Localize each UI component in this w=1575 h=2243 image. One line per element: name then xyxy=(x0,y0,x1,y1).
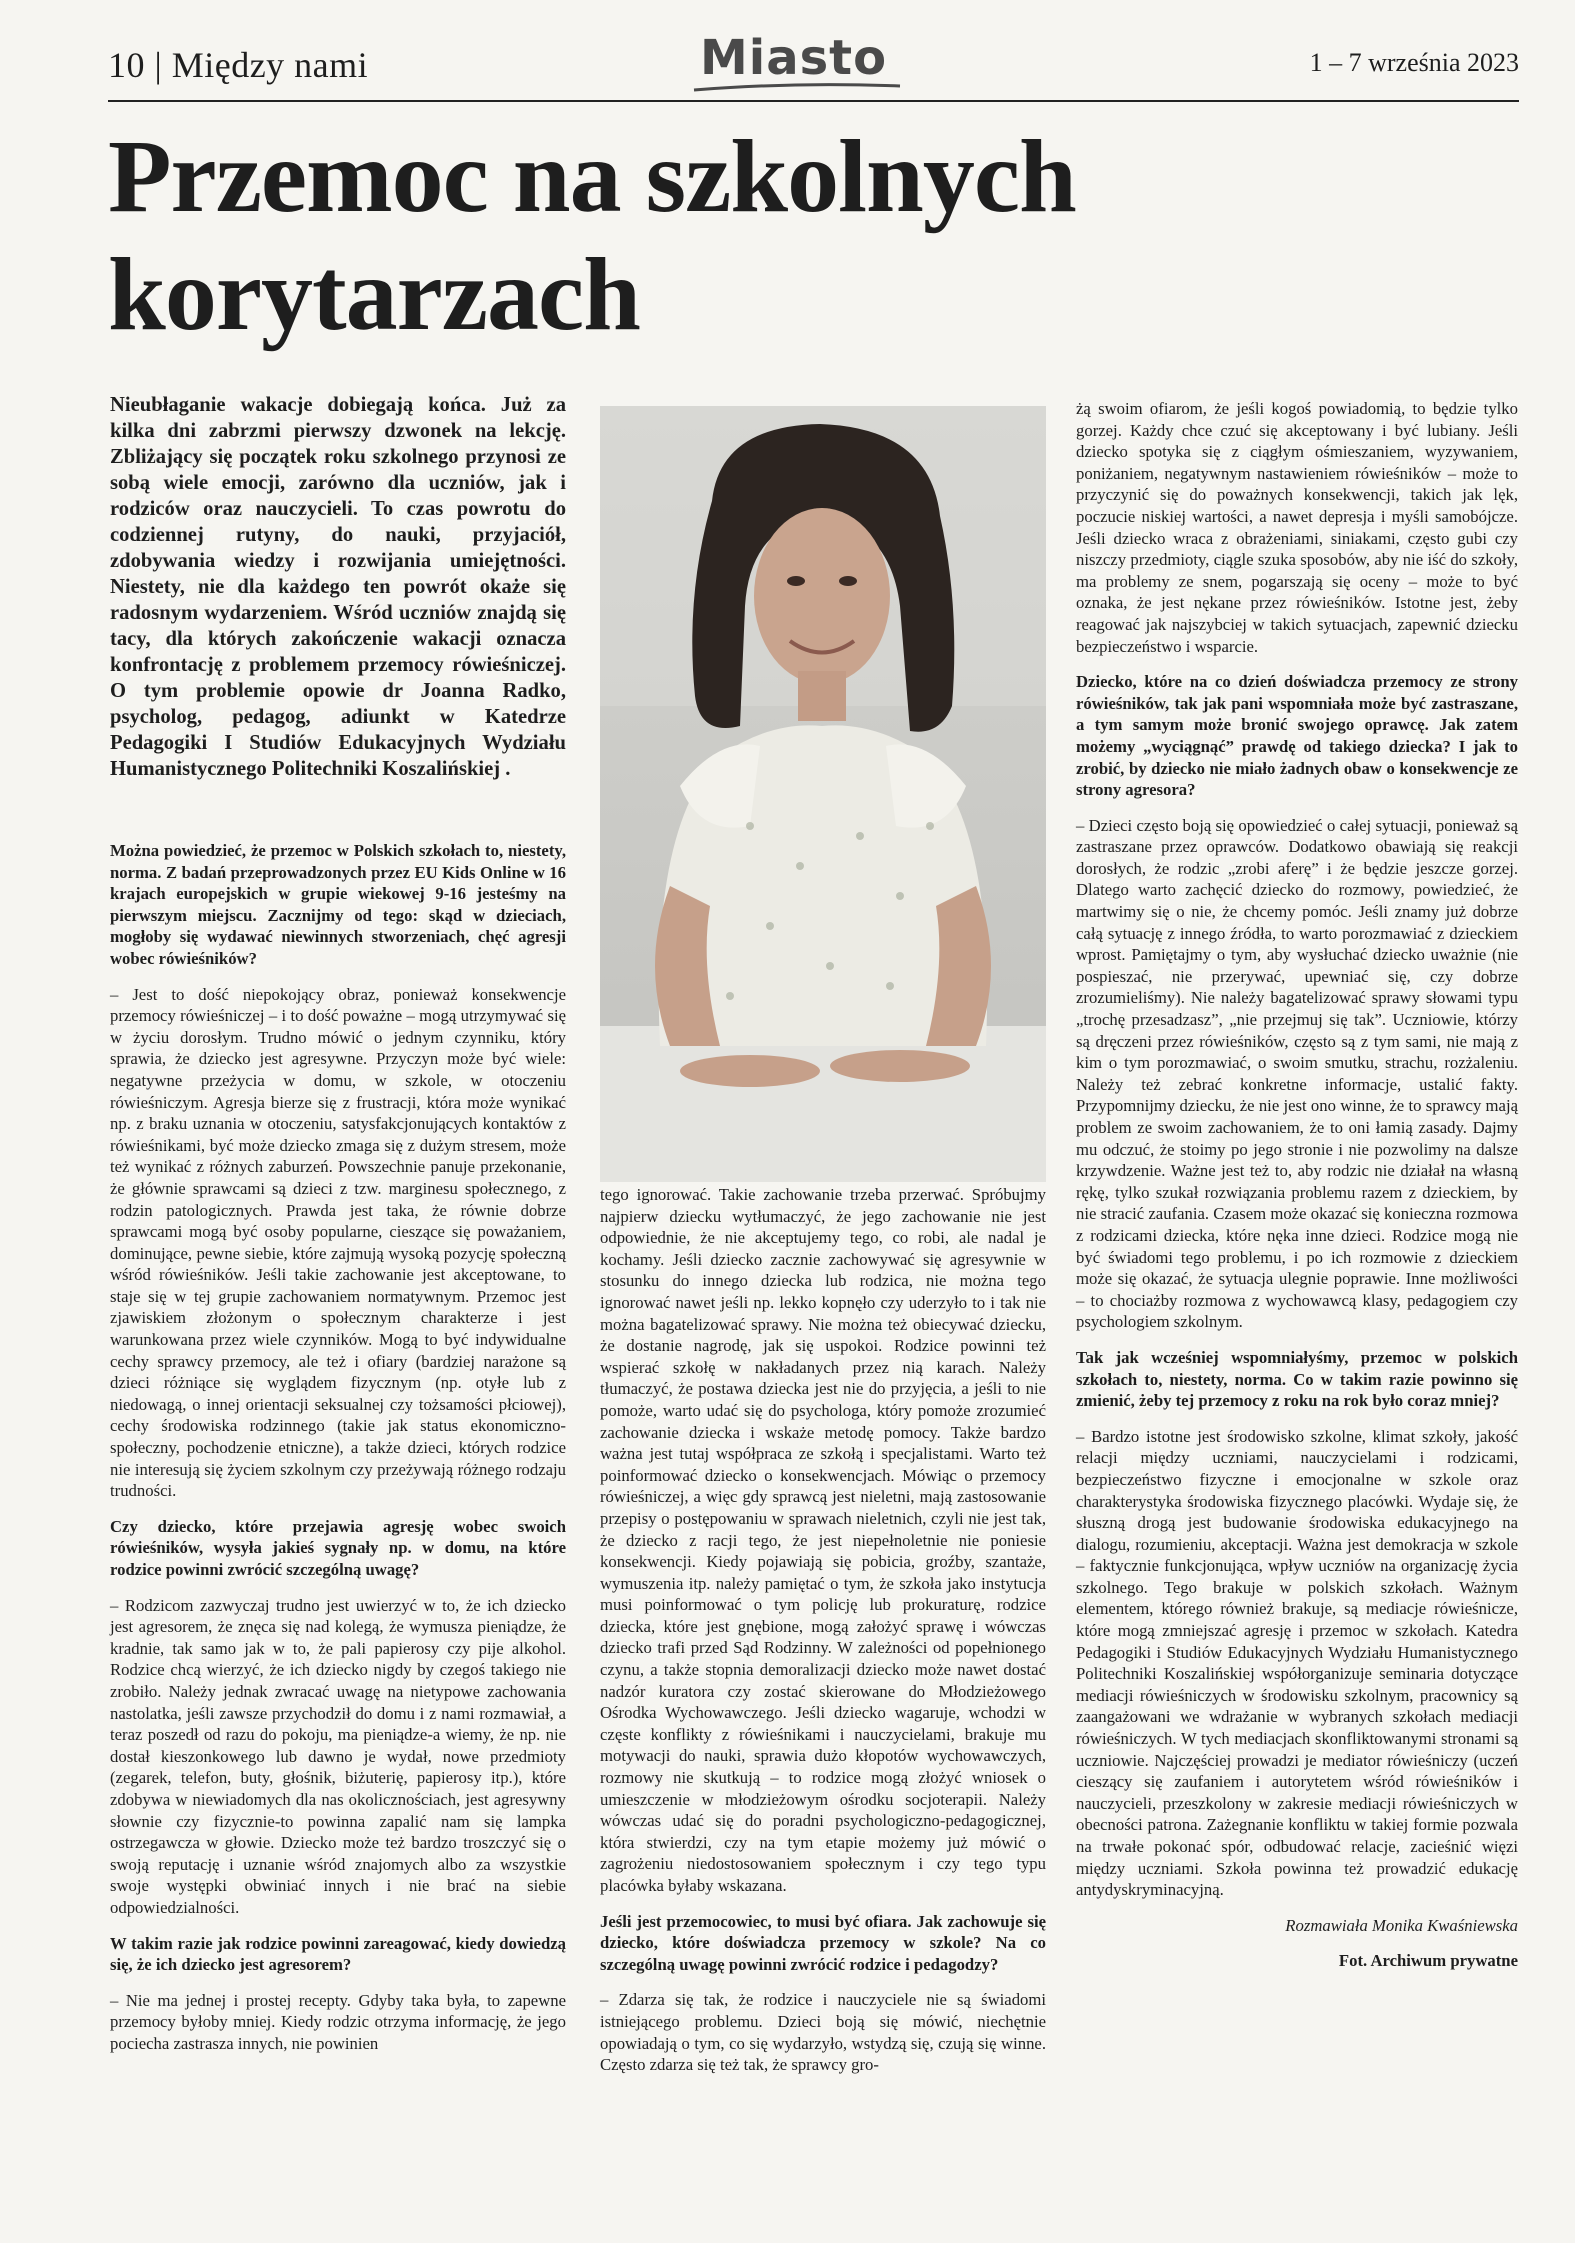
portrait-illustration xyxy=(600,406,1046,1182)
question-3: W takim razie jak rodzice powinni zareagować, kiedy dowiedzą się, że ich dziecko jest agresorem? xyxy=(110,1933,566,1975)
question-4: Jeśli jest przemocowiec, to musi być ofiara. Jak zachowuje się dziecko, które doświadcza przemocy w szkole? Na co szczególną uwagę powinni zwrócić rodzice i pedagodzy? xyxy=(600,1911,1046,1974)
issue-date: 1 – 7 września 2023 xyxy=(1309,48,1519,77)
page-section: 10 | Między nami xyxy=(108,45,369,85)
photo-credit: Fot. Archiwum prywatne xyxy=(1338,1951,1518,1971)
article-title: Przemoc na szkolnych korytarzach xyxy=(108,119,1076,352)
answer-2: – Rodzicom zazwyczaj trudno jest uwierzyć w to, że ich dziecko jest agresorem, że znęca się nad kolegą, że wymusza pieniądze, że kradnie, tak samo jak w to, że pali papierosy czy pije alkohol. Rodzice chcą wierzyć, że ich dziecko nigdy by czegoś takiego nie zrobiło. Należy jednak zwracać uwagę na nietypowe zachowania nastolatka, jeśli zawsze przychodził do domu i z nami rozmawiał, a teraz poszedł od razu do pokoju, ma pieniądze-a wiemy, że np. nie dostał kieszonkowego lub dawno je wydał, nowe przedmioty (zegarek, telefon, buty, głośnik, biżuterię, papierosy itp.), które zdobywa w niewiadomych dla nas okolicznościach, jest agresywny słownie czy fizycznie-to powinna zapalić nam się lampka ostrzegawcza w głowie. Dziecko może też bardzo troszczyć się o swoją reputację i uznanie wśród znajomych albo za wszystkie swoje występki obwiniać innych i nie brać na siebie odpowiedzialności. xyxy=(110,1595,566,1917)
article-column-3 xyxy=(1076,398,1518,1986)
question-1: Można powiedzieć, że przemoc w Polskich szkołach to, niestety, norma. Z badań przeprowadzonych przez EU Kids Online w 16 krajach europejskich w grupie wiekowej 9-16 jesteśmy na pierwszym miejscu. Zacznijmy od tego: skąd w dzieciach, mogłoby się wydawać niewinnych stworzeniach, chęć agresji wobec rówieśników? xyxy=(110,841,566,968)
answer-3-start: – Nie ma jednej i prostej recepty. Gdyby taka była, to zapewne przemocy byłoby mniej. Kiedy rodzic otrzyma informację, że jego pociecha zastrasza innych, nie powinien xyxy=(110,1990,566,2053)
answer-1: – Jest to dość niepokojący obraz, ponieważ konsekwencje przemocy rówieśniczej – i to dość poważne – mogą utrzymywać się w życiu dorosłym. Trudno mówić o jednym czynniku, który sprawia, że dziecko jest agresywne. Przyczyn może być wiele: negatywne przeżycia w domu, w szkole, w otoczeniu rówieśniczym. Agresja bierze się z frustracji, która może wynikać np. z braku uznania w otoczeniu, satysfakcjonujących kontaktów z rówieśnikami, być może dziecko zmaga się z dużym stresem, może też wynikać z różnych zaburzeń. Powszechnie panuje przekonanie, że głównie sprawcami są dzieci z tzw. marginesu społecznego, z rodzin patologicznych. Prawda jest taka, że równie dobrze sprawcami mogą być osoby popularne, cieszące się poważaniem, dominujące, pewne siebie, które zajmują wysoką pozycję społeczną wśród rówieśników. Jeśli takie zachowanie jest akceptowane, to staje się w tej grupie zachowaniem normatywnym. Przemoc jest zjawiskiem złożonym o społecznym charakterze i jest warunkowana przez wiele czynników. Mogą to być indywidualne cechy sprawcy przemocy, ale też i ofiary (bardziej narażone są dzieci różniące się wyglądem fizycznym (np. otyłe lub z niedowagą, o innej orientacji seksualnej czy tożsamości płciowej), cechy środowiska rodzinnego (takie jak status ekonomiczno-społeczny, pochodzenie etniczne), a także dzieci, których rodzice nie interesują się życiem szkolnym czy przeżywają różnego rodzaju trudności. xyxy=(110,984,566,1501)
answer-3-continued: tego ignorować. Takie zachowanie trzeba przerwać. Spróbujmy najpierw dziecku wytłumaczyć, że jego zachowanie nie jest odpowiednie, że nie akceptujemy tego, co robi, ale nadal je kochamy. Jeśli dziecko zacznie zachowywać się agresywnie w stosunku do innego dziecka lub rodzica, nie można tego ignorować nawet jeśli np. lekko kopnęło czy uderzyło to i tak nie można bagatelizować sprawy. Nie można też obiecywać dziecku, że dostanie nagrodę, jak się uspokoi. Rodzice powinni też wspierać szkołę w nakładanych przez nią karach. Należy tłumaczyć, że postawa dziecka jest nie do przyjęcia, a jeśli to nie pomoże, warto udać się do psychologa, który pomoże zrozumieć zachowanie dziecka i wskaże metodę pomocy. Także bardzo ważna jest tutaj współpraca ze szkołą i specjalistami. Warto też poinformować dziecko o konsekwencjach. Mówiąc o przemocy rówieśniczej, a więc gdy sprawcą jest nieletni, mają zastosowanie przepisy o postępowaniu w sprawach nieletnich, czyli nie jest tak, że dziecko z racji tego, że jest niepełnoletnie nie poniesie konsekwencji. Kiedy pojawiają się pobicia, groźby, szantaże, wymuszenia itp. należy pamiętać o tym, że szkoła jako instytucja musi poinformować o tym policję lub prokuraturę, rodzice dziecka, które jest gnębione, mogą założyć sprawę i wówczas dziecko trafi przed Sąd Rodzinny. W zależności od popełnionego czynu, a także stopnia demoralizacji dziecko może nawet dostać nadzór kuratora czy zostać skierowane do Młodzieżowego Ośrodka Wychowawczego. Jeśli dziecko wagaruje, wchodzi w częste konflikty z rówieśnikami i nauczycielami, brakuje mu motywacji do nauki, sprawia dużo kłopotów wychowawczych, rozmowy nie skutkują – to rodzice mogą złożyć wniosek o umieszczenie w młodzieżowym ośrodku socjoterapii. Należy wówczas udać się do poradni psychologiczno-pedagogicznej, która stwierdzi, czy na tym etapie możemy już mówić o zagrożeniu niedostosowaniem społecznym i czy tego typu placówka byłaby wskazana. xyxy=(600,1185,1046,1895)
newspaper-logo xyxy=(700,30,887,86)
question-5: Dziecko, które na co dzień doświadcza przemocy ze strony rówieśników, tak jak pani wspomniała może być zastraszane, a tym samym może bronić swojego oprawcę. Jak zatem możemy „wyciągnąć” prawdę od takiego dziecka? I jak to zrobić, by dziecko nie miało żadnych obaw o konsekwencje ze strony agresora? xyxy=(1076,672,1518,800)
interviewee-photo xyxy=(600,406,1046,1182)
answer-4-continued: żą swoim ofiarom, że jeśli kogoś powiadomią, to będzie tylko gorzej. Każdy chce czuć się akceptowany i być lubiany. Jeśli dziecko spotyka się z ciągłym ośmieszaniem, wyzywaniem, poniżaniem, negatywnym nastawieniem rówieśników – może to przyczynić się do poważnych konsekwencji, takich jak lęk, poczucie niskiej wartości, a nawet depresja i myśli samobójcze. Jeśli dziecko wraca z obrażeniami, siniakami, często gubi czy niszczy przedmioty, ciągle szuka sposobów, aby nie iść do szkoły, ma problemy ze snem, pogarszają się oceny – może to być oznaka, że jest nękane przez rówieśników. Istotne jest, żeby reagować jak najszybciej w takich sytuacjach, zapewnić dziecku bezpieczeństwo i wsparcie. xyxy=(1076,399,1518,656)
question-2: Czy dziecko, które przejawia agresję wobec swoich rówieśników, wysyła jakieś sygnały np. w domu, na które rodzice powinni zwrócić szczególną uwagę? xyxy=(110,1516,566,1579)
answer-5: – Dzieci często boją się opowiedzieć o całej sytuacji, ponieważ są zastraszane przez oprawców. Dodatkowo obawiają się reakcji dorosłych, że rodzic „zrobi aferę” i że będzie jeszcze gorzej. Dlatego warto zachęcić dziecko do rozmowy, powiedzieć, że martwimy się o nie, że chcemy pomóc. Jeśli znamy już dobrze całą sytuację z innego źródła, to warto porozmawiać z dzieckiem wprost. Pamiętajmy o tym, aby wysłuchać dziecko uważnie (nie pospieszać, nie przerywać, upewniać się, czy dobrze zrozumieliśmy). Nie należy bagatelizować sprawy słowami typu „trochę przesadzasz”, „nie przejmuj się tak”. Uczniowie, którzy są dręczeni przez rówieśników, często są z tym sami, nie mają z kim o tym porozmawiać, o swoim smutku, strachu, rozżaleniu. Należy też zebrać konkretne informacje, ustalić fakty. Przypomnijmy dziecku, że nie jest ono winne, że to sprawcy mają problem ze swoim zachowaniem, że to oni łamią zasady. Dajmy mu odczuć, że stoimy po jego stronie i nie pozwolimy na dalsze krzywdzenie. Ważne jest też to, aby rodzic nie działał na własną rękę, tylko szukał rozwiązania problemu razem z dzieckiem, by nie stracić zaufania. Czasem może okazać się konieczna rozmowa z rodzicami dziecka, które nęka inne dzieci. Rodzice mogą nie być świadomi tego problemu, i po ich rozmowie z dzieckiem może się okazać, że sytuacja ulegnie poprawie. Inne możliwości – to chociażby rozmowa z wychowawcą klasy, pedagogiem czy psychologiem szkolnym. xyxy=(1076,815,1518,1332)
article-column-1 xyxy=(110,840,566,2068)
article-lead: Nieubłaganie wakacje dobiegają końca. Już za kilka dni zabrzmi pierwszy dzwonek na lekcję. Zbliżający się początek roku szkolnego przynosi ze sobą wiele emocji, zarówno dla uczniów, jak i rodziców oraz nauczycieli. To czas powrotu do codziennej rutyny, do nauki, przyjaciół, zdobywania wiedzy i rozwijania umiejętności. Niestety, nie dla każdego ten powrót okaże się radosnym wydarzeniem. Wśród uczniów znajdą się tacy, dla których zakończenie wakacji oznacza konfrontację z problemem przemocy rówieśniczej. O tym problemie opowie dr Joanna Radko, psycholog, pedagog, adiunkt w Katedrze Pedagogiki I Studiów Edukacyjnych Wydziału Humanistycznego Politechniki Koszalińskiej . xyxy=(110,394,566,780)
author-credit: Rozmawiała Monika Kwaśniewska xyxy=(1285,1915,1518,1935)
miasto-logo-swoosh-icon xyxy=(692,82,902,92)
answer-6: – Bardzo istotne jest środowisko szkolne, klimat szkoły, jakość relacji między uczniami, nauczycielami i rodzicami, bezpieczeństwo fizyczne i emocjonalne w szkole oraz charakterystyka środowiska fizycznego placówki. Wydaje się, że słuszną drogą jest budowanie środowiska edukacyjnego na dialogu, rozumieniu, akceptacji. Ważna jest demokracja w szkole – faktycznie funkcjonująca, wpływ uczniów na organizację życia szkolnego. Tego brakuje w polskich szkołach. Ważnym elementem, którego również brakuje, są mediacje rówieśnicze, które mogą zmniejszać agresję i przemoc w szkołach. Katedra Pedagogiki i Studiów Edukacyjnych Wydziału Humanistycznego Politechniki Koszalińskiej współorganizuje seminaria dotyczące mediacji rówieśniczych w środowisku szkolnym, pracownicy są zaangażowani we wdrażanie w wybranych szkołach mediacji rówieśniczych. W tych mediacjach skonfliktowanymi stronami są uczniowie. Najczęściej prowadzi je mediator rówieśniczy (uczeń cieszący się zaufaniem i autorytetem wśród rówieśników i nauczycieli, przeszkolony w zakresie mediacji rówieśniczych w obecności patrona. Zażegnanie konfliktu w takiej formie pozwala na trwałe pokonać spór, odbudować relacje, zacieśnić więzi między uczniami. Szkoła powinna też prowadzić edukację antydyskryminacyjną. xyxy=(1076,1426,1518,1900)
question-6: Tak jak wcześniej wspomniałyśmy, przemoc w polskich szkołach to, niestety, norma. Co w takim razie powinno się zmienić, żeby tej przemocy z roku na rok było coraz mniej? xyxy=(1076,1347,1518,1411)
header-divider xyxy=(108,100,1519,102)
article-column-2 xyxy=(600,1184,1046,2090)
answer-4-start: – Zdarza się tak, że rodzice i nauczyciele nie są świadomi istniejącego problemu. Dzieci boją się mówić, niechętnie opowiadają o tym, co się wydarzyło, wstydzą się, czują się winne. Często zdarza się też tak, że sprawcy gro- xyxy=(600,1990,1046,2075)
logo-text: Miasto xyxy=(700,30,888,86)
